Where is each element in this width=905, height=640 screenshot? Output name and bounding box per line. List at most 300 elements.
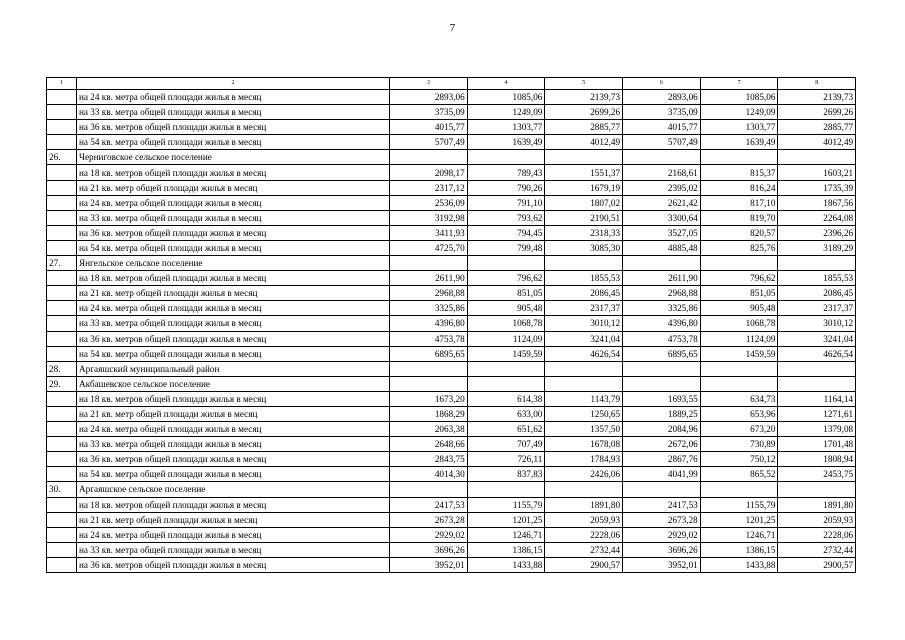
empty-index-cell [47,437,77,452]
value-cell-col-4: 633,00 [467,406,545,421]
value-cell-col-5: 3241,04 [545,331,623,346]
column-number-2: 2 [77,78,390,90]
value-cell-col-8: 2396,26 [778,225,856,240]
value-cell-col-6: 4885,48 [623,240,701,255]
value-cell-col-8: 1164,14 [778,391,856,406]
empty-cell [778,482,856,497]
table-row [47,422,856,437]
column-number-6: 6 [623,78,701,90]
value-cell-col-7: 1068,78 [700,316,778,331]
value-cell-col-4: 1201,25 [467,512,545,527]
empty-cell [778,150,856,165]
empty-cell [623,482,701,497]
value-cell-col-7: 816,24 [700,180,778,195]
section-index: 26. [47,150,77,165]
empty-index-cell [47,557,77,572]
column-number-row [47,78,856,90]
value-cell-col-3: 4753,78 [390,331,468,346]
value-cell-col-7: 673,20 [700,422,778,437]
value-cell-col-7: 1639,49 [700,135,778,150]
value-cell-col-7: 1124,09 [700,331,778,346]
value-cell-col-6: 4753,78 [623,331,701,346]
table-row [47,225,856,240]
row-description: на 33 кв. метра общей площади жилья в месяц [77,316,390,331]
empty-cell [700,150,778,165]
value-cell-col-6: 1693,55 [623,391,701,406]
empty-cell [390,256,468,271]
value-cell-col-8: 1808,94 [778,452,856,467]
empty-index-cell [47,316,77,331]
row-description: на 36 кв. метров общей площади жилья в месяц [77,331,390,346]
value-cell-col-5: 2059,93 [545,512,623,527]
table-row [47,120,856,135]
empty-cell [545,361,623,376]
value-cell-col-7: 634,73 [700,391,778,406]
row-description: на 18 кв. метров общей площади жилья в месяц [77,271,390,286]
value-cell-col-4: 1124,09 [467,331,545,346]
empty-index-cell [47,90,77,105]
value-cell-col-5: 1891,80 [545,497,623,512]
table-row [47,467,856,482]
row-description: на 18 кв. метров общей площади жилья в месяц [77,165,390,180]
value-cell-col-6: 2621,42 [623,195,701,210]
empty-index-cell [47,195,77,210]
row-description: на 36 кв. метров общей площади жилья в месяц [77,557,390,572]
value-cell-col-5: 1807,02 [545,195,623,210]
value-cell-col-4: 726,11 [467,452,545,467]
row-description: на 33 кв. метра общей площади жилья в месяц [77,542,390,557]
value-cell-col-7: 1459,59 [700,346,778,361]
value-cell-col-8: 2086,45 [778,286,856,301]
value-cell-col-5: 2228,06 [545,527,623,542]
section-index: 30. [47,482,77,497]
page-number: 7 [449,22,456,34]
table-row [47,180,856,195]
empty-cell [467,482,545,497]
value-cell-col-5: 1551,37 [545,165,623,180]
value-cell-col-8: 3189,29 [778,240,856,255]
value-cell-col-7: 653,96 [700,406,778,421]
value-cell-col-5: 2885,77 [545,120,623,135]
row-description: на 54 кв. метра общей площади жилья в месяц [77,467,390,482]
value-cell-col-6: 2395,02 [623,180,701,195]
empty-cell [700,376,778,391]
value-cell-col-8: 1271,61 [778,406,856,421]
value-cell-col-4: 707,49 [467,437,545,452]
empty-index-cell [47,331,77,346]
value-cell-col-4: 1639,49 [467,135,545,150]
value-cell-col-4: 837,83 [467,467,545,482]
value-cell-col-3: 2417,53 [390,497,468,512]
value-cell-col-8: 2453,75 [778,467,856,482]
value-cell-col-5: 4012,49 [545,135,623,150]
value-cell-col-8: 1735,39 [778,180,856,195]
value-cell-col-8: 2900,57 [778,557,856,572]
column-number-5: 5 [545,78,623,90]
value-cell-col-4: 851,05 [467,286,545,301]
table-row [47,346,856,361]
table-row [47,90,856,105]
value-cell-col-6: 3325,86 [623,301,701,316]
section-row [47,150,856,165]
value-cell-col-5: 1143,79 [545,391,623,406]
table-row [47,391,856,406]
row-description: на 24 кв. метра общей площади жилья в месяц [77,527,390,542]
table-row [47,497,856,512]
value-cell-col-3: 2317,12 [390,180,468,195]
section-row [47,482,856,497]
row-description: на 21 кв. метр общей площади жилья в месяц [77,406,390,421]
value-cell-col-7: 825,76 [700,240,778,255]
value-cell-col-7: 1433,88 [700,557,778,572]
row-description: на 24 кв. метра общей площади жилья в месяц [77,195,390,210]
value-cell-col-7: 1085,06 [700,90,778,105]
empty-cell [778,376,856,391]
section-index: 27. [47,256,77,271]
row-description: на 54 кв. метра общей площади жилья в месяц [77,240,390,255]
row-description: на 33 кв. метра общей площади жилья в месяц [77,437,390,452]
empty-index-cell [47,165,77,180]
value-cell-col-7: 1246,71 [700,527,778,542]
value-cell-col-7: 1201,25 [700,512,778,527]
column-number-4: 4 [467,78,545,90]
value-cell-col-4: 905,48 [467,301,545,316]
value-cell-col-5: 2699,26 [545,105,623,120]
table-body [47,78,856,573]
value-cell-col-5: 3085,30 [545,240,623,255]
value-cell-col-6: 3527,05 [623,225,701,240]
row-description: на 18 кв. метров общей площади жилья в месяц [77,391,390,406]
row-description: на 36 кв. метров общей площади жилья в месяц [77,452,390,467]
value-cell-col-5: 2086,45 [545,286,623,301]
value-cell-col-5: 1855,53 [545,271,623,286]
value-cell-col-8: 1855,53 [778,271,856,286]
value-cell-col-3: 2673,28 [390,512,468,527]
table-row [47,557,856,572]
value-cell-col-6: 3952,01 [623,557,701,572]
section-row [47,256,856,271]
row-description: на 21 кв. метр общей площади жилья в месяц [77,180,390,195]
empty-cell [778,256,856,271]
table-row [47,271,856,286]
row-description: на 54 кв. метра общей площади жилья в месяц [77,346,390,361]
value-cell-col-6: 2968,88 [623,286,701,301]
value-cell-col-4: 1249,09 [467,105,545,120]
value-cell-col-7: 1386,15 [700,542,778,557]
value-cell-col-5: 4626,54 [545,346,623,361]
empty-cell [545,150,623,165]
value-cell-col-8: 2885,77 [778,120,856,135]
empty-index-cell [47,240,77,255]
value-cell-col-4: 1386,15 [467,542,545,557]
empty-index-cell [47,527,77,542]
value-cell-col-7: 820,57 [700,225,778,240]
table-row [47,406,856,421]
value-cell-col-6: 2867,76 [623,452,701,467]
empty-index-cell [47,422,77,437]
value-cell-col-6: 4396,80 [623,316,701,331]
empty-cell [390,482,468,497]
empty-cell [467,376,545,391]
empty-cell [778,361,856,376]
value-cell-col-5: 2139,73 [545,90,623,105]
empty-cell [545,376,623,391]
table-row [47,316,856,331]
value-cell-col-5: 1250,65 [545,406,623,421]
table-row [47,527,856,542]
value-cell-col-6: 2168,61 [623,165,701,180]
value-cell-col-8: 2139,73 [778,90,856,105]
value-cell-col-4: 1068,78 [467,316,545,331]
empty-index-cell [47,120,77,135]
column-number-8: 8 [778,78,856,90]
row-description: на 54 кв. метра общей площади жилья в месяц [77,135,390,150]
value-cell-col-6: 2673,28 [623,512,701,527]
value-cell-col-3: 3735,09 [390,105,468,120]
section-row [47,376,856,391]
row-description: на 21 кв. метр общей площади жилья в месяц [77,286,390,301]
value-cell-col-3: 2611,90 [390,271,468,286]
row-description: на 33 кв. метра общей площади жилья в месяц [77,210,390,225]
value-cell-col-4: 1459,59 [467,346,545,361]
value-cell-col-7: 865,52 [700,467,778,482]
value-cell-col-6: 2084,96 [623,422,701,437]
value-cell-col-7: 1249,09 [700,105,778,120]
empty-index-cell [47,225,77,240]
value-cell-col-7: 819,70 [700,210,778,225]
value-cell-col-4: 794,45 [467,225,545,240]
value-cell-col-4: 1303,77 [467,120,545,135]
value-cell-col-3: 4725,70 [390,240,468,255]
table-row [47,286,856,301]
value-cell-col-6: 2929,02 [623,527,701,542]
empty-cell [390,150,468,165]
value-cell-col-7: 1303,77 [700,120,778,135]
value-cell-col-8: 4626,54 [778,346,856,361]
value-cell-col-3: 2929,02 [390,527,468,542]
value-cell-col-4: 1155,79 [467,497,545,512]
value-cell-col-4: 796,62 [467,271,545,286]
table-row [47,135,856,150]
value-cell-col-5: 2317,37 [545,301,623,316]
section-row [47,361,856,376]
value-cell-col-3: 5707,49 [390,135,468,150]
value-cell-col-4: 651,62 [467,422,545,437]
value-cell-col-5: 3010,12 [545,316,623,331]
row-description: на 33 кв. метра общей площади жилья в месяц [77,105,390,120]
value-cell-col-5: 2426,06 [545,467,623,482]
row-description: на 24 кв. метра общей площади жилья в месяц [77,422,390,437]
value-cell-col-8: 2059,93 [778,512,856,527]
column-number-3: 3 [390,78,468,90]
value-cell-col-3: 4015,77 [390,120,468,135]
section-index: 29. [47,376,77,391]
value-cell-col-4: 789,43 [467,165,545,180]
value-cell-col-6: 5707,49 [623,135,701,150]
column-number-1: 1 [47,78,77,90]
value-cell-col-7: 1155,79 [700,497,778,512]
value-cell-col-6: 1889,25 [623,406,701,421]
value-cell-col-3: 2648,66 [390,437,468,452]
row-description: на 21 кв. метр общей площади жилья в месяц [77,512,390,527]
value-cell-col-4: 1433,88 [467,557,545,572]
value-cell-col-6: 2672,06 [623,437,701,452]
value-cell-col-8: 1379,08 [778,422,856,437]
empty-index-cell [47,271,77,286]
value-cell-col-5: 2900,57 [545,557,623,572]
value-cell-col-8: 2228,06 [778,527,856,542]
value-cell-col-7: 815,37 [700,165,778,180]
table-row [47,195,856,210]
empty-cell [545,482,623,497]
tariff-table [46,77,856,573]
value-cell-col-3: 2968,88 [390,286,468,301]
row-description: на 36 кв. метров общей площади жилья в месяц [77,225,390,240]
empty-index-cell [47,301,77,316]
table-row [47,210,856,225]
value-cell-col-4: 614,38 [467,391,545,406]
empty-cell [700,256,778,271]
value-cell-col-3: 2063,38 [390,422,468,437]
value-cell-col-5: 2732,44 [545,542,623,557]
value-cell-col-8: 3241,04 [778,331,856,346]
value-cell-col-4: 1246,71 [467,527,545,542]
empty-index-cell [47,105,77,120]
value-cell-col-7: 817,10 [700,195,778,210]
table-row [47,452,856,467]
value-cell-col-8: 4012,49 [778,135,856,150]
value-cell-col-3: 2536,09 [390,195,468,210]
value-cell-col-6: 6895,65 [623,346,701,361]
table-row [47,240,856,255]
value-cell-col-8: 2699,26 [778,105,856,120]
value-cell-col-8: 1891,80 [778,497,856,512]
value-cell-col-3: 3952,01 [390,557,468,572]
value-cell-col-6: 4041,99 [623,467,701,482]
value-cell-col-6: 2893,06 [623,90,701,105]
empty-index-cell [47,452,77,467]
value-cell-col-4: 793,62 [467,210,545,225]
value-cell-col-3: 4014,30 [390,467,468,482]
value-cell-col-8: 1701,48 [778,437,856,452]
empty-cell [623,256,701,271]
section-title: Акбашевское сельское поселение [77,376,390,391]
value-cell-col-8: 1603,21 [778,165,856,180]
value-cell-col-3: 4396,80 [390,316,468,331]
empty-index-cell [47,286,77,301]
value-cell-col-8: 2317,37 [778,301,856,316]
row-description: на 36 кв. метров общей площади жилья в месяц [77,120,390,135]
table-row [47,331,856,346]
table-row [47,512,856,527]
table-row [47,542,856,557]
row-description: на 24 кв. метра общей площади жилья в месяц [77,301,390,316]
value-cell-col-3: 3192,98 [390,210,468,225]
section-index: 28. [47,361,77,376]
empty-index-cell [47,467,77,482]
empty-cell [700,361,778,376]
value-cell-col-3: 3411,93 [390,225,468,240]
value-cell-col-6: 2611,90 [623,271,701,286]
empty-index-cell [47,180,77,195]
empty-index-cell [47,406,77,421]
value-cell-col-4: 791,10 [467,195,545,210]
row-description: на 18 кв. метров общей площади жилья в месяц [77,497,390,512]
value-cell-col-4: 799,48 [467,240,545,255]
value-cell-col-8: 2732,44 [778,542,856,557]
table-row [47,301,856,316]
table-row [47,105,856,120]
empty-cell [623,150,701,165]
value-cell-col-6: 2417,53 [623,497,701,512]
value-cell-col-7: 851,05 [700,286,778,301]
value-cell-col-8: 3010,12 [778,316,856,331]
value-cell-col-5: 1678,08 [545,437,623,452]
value-cell-col-6: 3696,26 [623,542,701,557]
table-row [47,437,856,452]
section-title: Аргаяшский муниципальный район [77,361,390,376]
section-title: Черниговское сельское поселение [77,150,390,165]
value-cell-col-6: 4015,77 [623,120,701,135]
value-cell-col-7: 750,12 [700,452,778,467]
value-cell-col-3: 1673,20 [390,391,468,406]
value-cell-col-5: 1784,93 [545,452,623,467]
empty-cell [545,256,623,271]
table-row [47,165,856,180]
empty-index-cell [47,135,77,150]
value-cell-col-3: 2893,06 [390,90,468,105]
empty-index-cell [47,542,77,557]
value-cell-col-3: 3325,86 [390,301,468,316]
empty-cell [623,376,701,391]
value-cell-col-7: 905,48 [700,301,778,316]
value-cell-col-3: 1868,29 [390,406,468,421]
empty-index-cell [47,346,77,361]
value-cell-col-5: 1679,19 [545,180,623,195]
empty-index-cell [47,210,77,225]
section-title: Янгельское сельское поселение [77,256,390,271]
value-cell-col-6: 3735,09 [623,105,701,120]
empty-cell [390,361,468,376]
value-cell-col-3: 6895,65 [390,346,468,361]
empty-cell [467,256,545,271]
section-title: Аргаяшское сельское поселение [77,482,390,497]
value-cell-col-6: 3300,64 [623,210,701,225]
value-cell-col-5: 1357,50 [545,422,623,437]
empty-cell [467,150,545,165]
value-cell-col-8: 1867,56 [778,195,856,210]
empty-cell [467,361,545,376]
value-cell-col-3: 2843,75 [390,452,468,467]
value-cell-col-3: 3696,26 [390,542,468,557]
row-description: на 24 кв. метра общей площади жилья в месяц [77,90,390,105]
value-cell-col-4: 1085,06 [467,90,545,105]
value-cell-col-4: 790,26 [467,180,545,195]
empty-index-cell [47,497,77,512]
value-cell-col-7: 796,62 [700,271,778,286]
value-cell-col-5: 2190,51 [545,210,623,225]
empty-cell [390,376,468,391]
value-cell-col-3: 2098,17 [390,165,468,180]
column-number-7: 7 [700,78,778,90]
empty-cell [700,482,778,497]
empty-index-cell [47,512,77,527]
value-cell-col-5: 2318,33 [545,225,623,240]
empty-cell [623,361,701,376]
value-cell-col-7: 730,89 [700,437,778,452]
empty-index-cell [47,391,77,406]
value-cell-col-8: 2264,08 [778,210,856,225]
